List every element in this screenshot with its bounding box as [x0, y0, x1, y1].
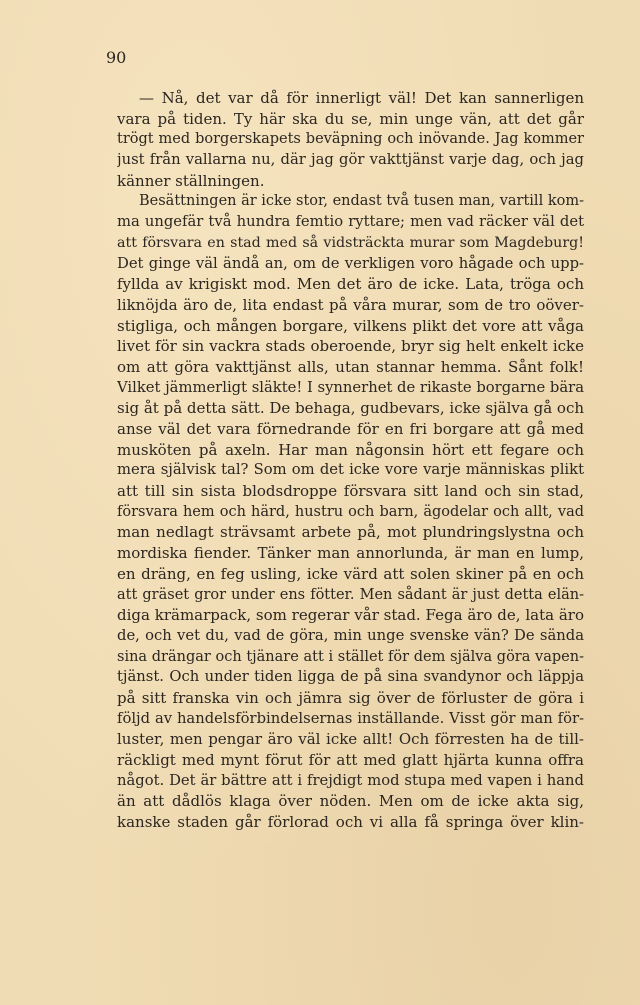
text-line: att gräset gror under ens fötter. Men sådant är just detta elän- [117, 586, 584, 603]
text-line: att försvara en stad med så vidsträckta murar som Magdeburg! [117, 234, 584, 251]
text-line: en dräng, en feg usling, icke värd att solen skiner på en och [117, 564, 584, 583]
text-line: försvara hem och härd, hustru och barn, ägodelar och allt, vad [117, 503, 584, 520]
text-line: Vilket jämmerligt släkte! I synnerhet de rikaste borgarne bära [117, 378, 584, 396]
text-line: sig åt på detta sätt. De behaga, gudbevars, icke själva gå och [117, 399, 584, 418]
text-line: ma ungefär två hundra femtio ryttare; men vad räcker väl det [117, 213, 584, 231]
text-line: man nedlagt strävsamt arbete på, mot plundringslystna och [117, 523, 584, 542]
text-line: något. Det är bättre att i frejdigt mod stupa med vapen i hand [117, 771, 584, 789]
text-line: räckligt med mynt förut för att med glatt hjärta kunna offra [117, 751, 584, 769]
text-line: än att dådlös klaga över nöden. Men om de icke akta sig, [117, 792, 584, 811]
text-line: känner ställningen. [117, 171, 265, 190]
text-line: — Nå, det var då för innerligt väl! Det kan sannerligen [139, 89, 584, 107]
text-line: stigliga, och mången borgare, vilkens plikt det vore att våga [117, 316, 584, 335]
text-line: livet för sin vackra stads oberoende, bryr sig helt enkelt icke [117, 337, 584, 356]
text-line: Besättningen är icke stor, endast två tusen man, vartill kom- [139, 193, 584, 210]
text-line: de, och vet du, vad de göra, min unge svenske vän? De sända [117, 626, 584, 644]
text-line: mera självisk tal? Som om det icke vore varje människas plikt [117, 461, 584, 479]
text-line: anse väl det vara förnedrande för en fri borgare att gå med [117, 420, 584, 438]
text-line: på sitt franska vin och jämra sig över de förluster de göra i [117, 688, 584, 707]
text-line: fyllda av krigiskt mod. Men det äro de icke. Lata, tröga och [117, 275, 584, 294]
page-number: 90 [106, 48, 127, 67]
text-line: just från vallarna nu, där jag gör vakttjänst varje dag, och jag [117, 151, 584, 169]
text-line: diga krämarpack, som regerar vår stad. Fega äro de, lata äro [117, 606, 584, 625]
text-line: luster, men pengar äro väl icke allt! Och förresten ha de till- [117, 730, 584, 749]
text-line: tjänst. Och under tiden ligga de på sina svandynor och läppja [117, 668, 584, 686]
text-line: mordiska fiender. Tänker man annorlunda, är man en lump, [117, 544, 584, 563]
text-line: om att göra vakttjänst alls, utan stannar hemma. Sånt folk! [117, 357, 584, 376]
text-line: vara på tiden. Ty här ska du se, min unge vän, att det går [117, 109, 584, 128]
text-line: följd av handelsförbindelsernas inställande. Visst gör man för- [117, 709, 584, 727]
body-text [117, 88, 584, 833]
text-line: sina drängar och tjänare att i stället för dem själva göra vapen- [117, 648, 584, 665]
text-line: kanske staden går förlorad och vi alla få springa över klin- [117, 813, 584, 832]
text-line: Det ginge väl ändå an, om de verkligen voro hågade och upp- [117, 254, 584, 272]
text-line: liknöjda äro de, lita endast på våra murar, som de tro oöver- [117, 295, 584, 314]
text-line: att till sin sista blodsdroppe försvara sitt land och sin stad, [117, 482, 584, 501]
text-line: trögt med borgerskapets beväpning och inövande. Jag kommer [117, 131, 584, 148]
text-line: musköten på axeln. Har man någonsin hört ett fegare och [117, 440, 584, 459]
